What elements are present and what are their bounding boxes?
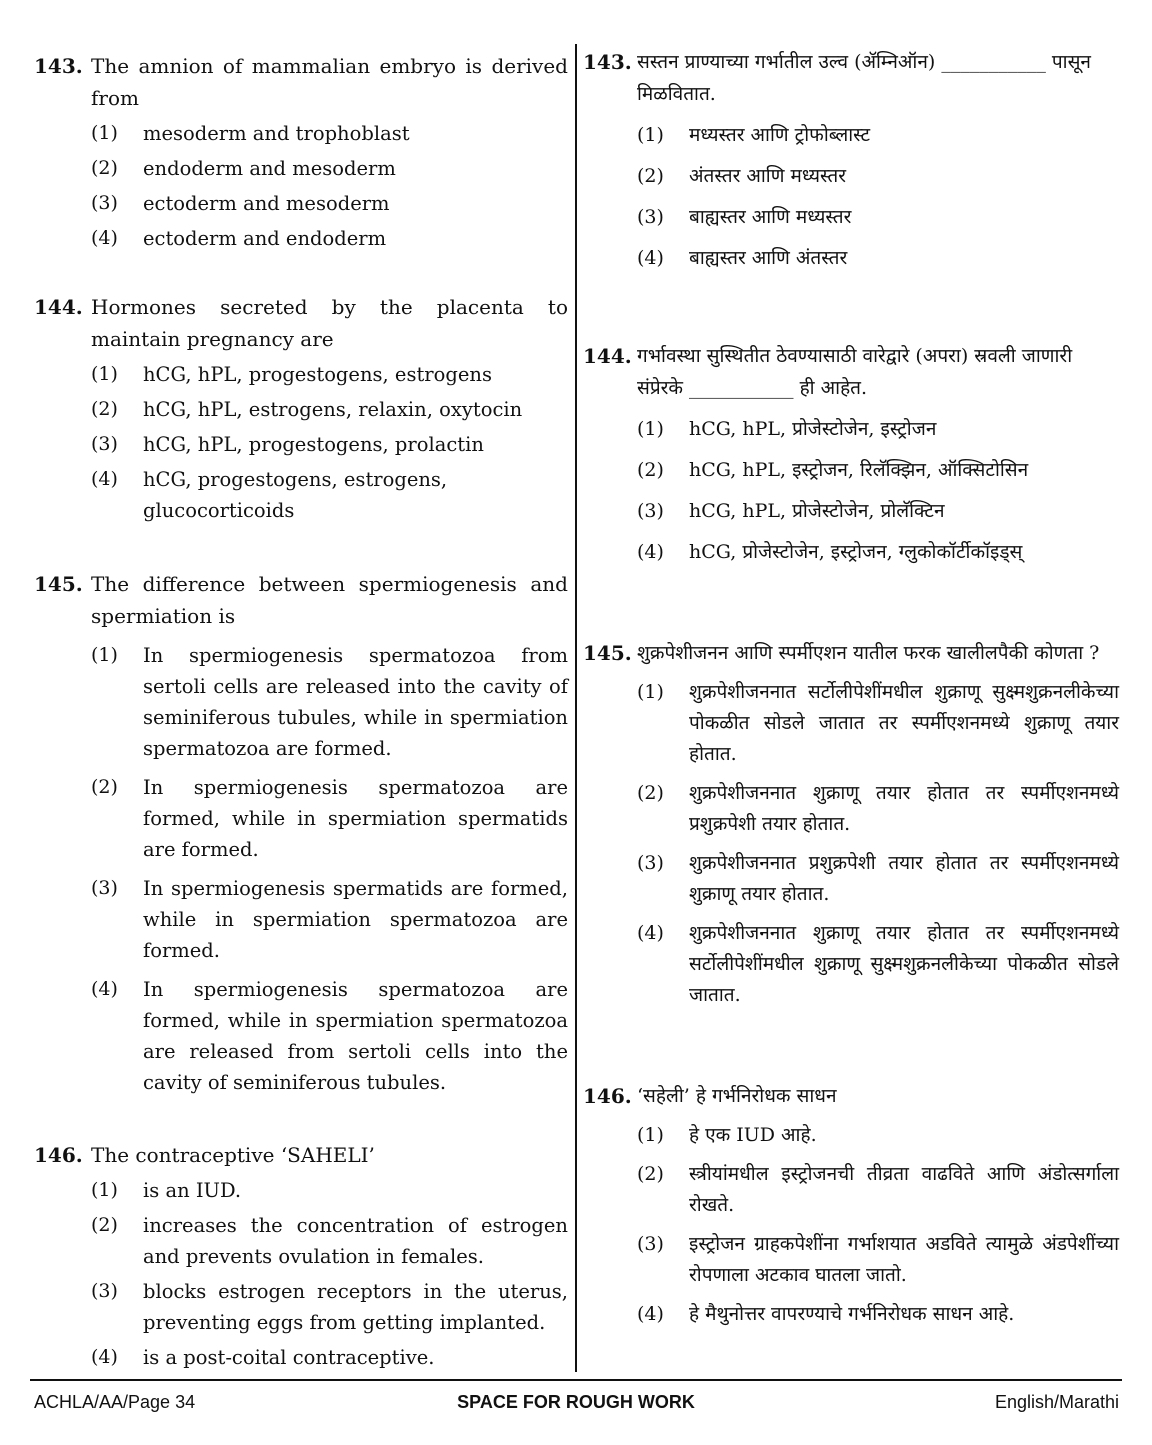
option [91,394,568,425]
footer-divider [30,1379,1122,1381]
footer-page-id: ACHLA/AA/Page 34 [34,1392,196,1412]
question-143-mr [583,46,1119,274]
question-144-en [34,291,568,526]
option-number: (1) [91,1179,118,1201]
option-number: (4) [91,227,118,249]
option-number: (3) [91,1280,118,1302]
option-number: (4) [637,1303,664,1325]
option-text: In spermiogenesis spermatozoa are formed, while in spermiation spermatozoa are released from sertoli cells into the cavity of seminiferous tubules. [143,978,568,1094]
option-number: (4) [637,247,664,269]
question-number: 145. [583,641,632,665]
question-144-mr [583,340,1119,568]
option [637,120,1119,151]
option-number: (2) [91,157,118,179]
question-145-en [34,568,568,1098]
option-text: शुक्रपेशीजननात सर्टोलीपेशींमधील शुक्राणू सुक्ष्मशुक्रनलीकेच्या पोकळीत सोडले जातात तर स्पर्मीएशनमध्ये शुक्राणू तयार होतात. [689,681,1119,765]
footer-language: English/Marathi [994,1392,1119,1412]
option-number: (2) [91,1214,118,1236]
question-145-mr [583,637,1119,1011]
option [637,848,1119,910]
option [91,640,568,764]
option-text: hCG, hPL, इस्ट्रोजन, रिलॅक्झिन, ऑक्सिटोसिन [689,459,1029,481]
option [637,455,1119,486]
question-number: 145. [34,572,83,596]
option-text: मध्यस्तर आणि ट्रोफोब्लास्ट [689,124,871,146]
question-text: ‘सहेली’ हे गर्भनिरोधक साधन [637,1085,837,1107]
option-text: हे एक IUD आहे. [689,1124,817,1146]
option [637,1159,1119,1221]
option [637,496,1119,527]
option [91,974,568,1098]
option-text: In spermiogenesis spermatids are formed, while in spermiation spermatozoa are formed. [143,877,568,962]
option-number: (1) [637,418,664,440]
option-number: (2) [637,1163,664,1185]
option-text: is an IUD. [143,1179,242,1202]
option-number: (2) [637,165,664,187]
option-text: ectoderm and mesoderm [143,192,390,215]
option-number: (3) [91,877,118,899]
option-text: increases the concentration of estrogen and prevents ovulation in females. [143,1214,568,1268]
question-text: The contraceptive ‘SAHELI’ [91,1143,375,1167]
option-text: ectoderm and endoderm [143,227,387,250]
option-text: hCG, प्रोजेस्टोजेन, इस्ट्रोजन, ग्लुकोकॉर्टीकॉइड्स् [689,541,1023,563]
option-text: endoderm and mesoderm [143,157,396,180]
option [91,223,568,254]
column-divider [575,44,577,1372]
footer-rough-work: SPACE FOR ROUGH WORK [457,1392,695,1412]
option [637,243,1119,274]
option [91,429,568,460]
question-text: शुक्रपेशीजनन आणि स्पर्मीएशन यातील फरक खालीलपैकी कोणता ? [637,642,1100,664]
option-number: (3) [637,1233,664,1255]
option-text: अंतस्तर आणि मध्यस्तर [689,165,847,187]
option-number: (2) [91,398,118,420]
option-number: (4) [91,1346,118,1368]
option-number: (1) [637,124,664,146]
option [91,1175,568,1206]
option [637,1120,1119,1151]
option [637,1299,1119,1330]
option [91,772,568,865]
question-146-en [34,1139,568,1373]
option-text: शुक्रपेशीजननात शुक्राणू तयार होतात तर स्पर्मीएशनमध्ये प्रशुक्रपेशी तयार होतात. [689,782,1119,835]
option-number: (1) [91,363,118,385]
option [91,188,568,219]
option-text: is a post-coital contraceptive. [143,1346,435,1369]
option-number: (2) [637,459,664,481]
question-143-en [34,50,568,254]
question-number: 143. [34,54,83,78]
option [91,118,568,149]
option-number: (2) [91,776,118,798]
option-number: (3) [91,433,118,455]
option-number: (4) [637,922,664,944]
option-text: hCG, hPL, progestogens, prolactin [143,433,484,456]
option-number: (1) [637,1124,664,1146]
option-number: (4) [91,468,118,490]
option [637,537,1119,568]
option-text: इस्ट्रोजन ग्राहकपेशींना गर्भाशयात अडविते त्यामुळे अंडपेशींच्या रोपणाला अटकाव घातला जातो. [689,1233,1119,1286]
option-number: (3) [91,192,118,214]
option [91,464,568,526]
option-text: hCG, progestogens, estrogens, glucocorticoids [143,468,448,522]
option [91,153,568,184]
option-text: In spermiogenesis spermatozoa from sertoli cells are released into the cavity of seminiferous tubules, while in spermiation spermatozoa are formed. [143,644,568,760]
option [91,1342,568,1373]
option-text: बाह्यस्तर आणि मध्यस्तर [689,206,852,228]
option-text: mesoderm and trophoblast [143,122,410,145]
option-text: hCG, hPL, प्रोजेस्टोजेन, प्रोलॅक्टिन [689,500,945,522]
option-number: (1) [637,681,664,703]
option-number: (1) [91,644,118,666]
question-text: सस्तन प्राण्याच्या गर्भातील उल्व (ॲम्निऑन) ___________ पासून मिळवितात. [637,51,1091,105]
option [637,414,1119,445]
question-text: The amnion of mammalian embryo is derived from [91,54,568,110]
option-number: (4) [91,978,118,1000]
option-text: hCG, hPL, progestogens, estrogens [143,363,492,386]
option [637,161,1119,192]
question-146-mr [583,1080,1119,1330]
question-text: The difference between spermiogenesis and spermiation is [91,572,568,628]
option [637,918,1119,1011]
option-number: (3) [637,206,664,228]
option [91,873,568,966]
option-text: शुक्रपेशीजननात प्रशुक्रपेशी तयार होतात तर स्पर्मीएशनमध्ये शुक्राणू तयार होतात. [689,852,1119,905]
option [637,202,1119,233]
option-number: (4) [637,541,664,563]
option [637,1229,1119,1291]
option [637,677,1119,770]
option-text: बाह्यस्तर आणि अंतस्तर [689,247,848,269]
question-text: Hormones secreted by the placenta to maintain pregnancy are [91,295,568,351]
option-text: हे मैथुनोत्तर वापरण्याचे गर्भनिरोधक साधन आहे. [689,1303,1015,1325]
option-text: hCG, hPL, estrogens, relaxin, oxytocin [143,398,523,421]
option [91,1210,568,1272]
option-number: (2) [637,782,664,804]
option-number: (3) [637,500,664,522]
option-text: स्त्रीयांमधील इस्ट्रोजनची तीव्रता वाढविते आणि अंडोत्सर्गाला रोखते. [689,1163,1119,1216]
question-number: 144. [34,295,83,319]
option-text: In spermiogenesis spermatozoa are formed, while in spermiation spermatids are formed. [143,776,568,861]
question-text: गर्भावस्था सुस्थितीत ठेवण्यासाठी वारेद्वारे (अपरा) स्रवली जाणारी संप्रेरके ___________ ही आहेत. [637,345,1073,399]
question-number: 144. [583,344,632,368]
option-text: blocks estrogen receptors in the uterus, preventing eggs from getting implanted. [143,1280,568,1334]
option-number: (1) [91,122,118,144]
option-text: hCG, hPL, प्रोजेस्टोजेन, इस्ट्रोजन [689,418,937,440]
option-text: शुक्रपेशीजननात शुक्राणू तयार होतात तर स्पर्मीएशनमध्ये सर्टोलीपेशींमधील शुक्राणू सुक्ष्मशुक्रनलीकेच्या पोकळीत सोडले जातात. [689,922,1119,1006]
question-number: 146. [583,1084,632,1108]
question-number: 143. [583,50,632,74]
option [637,778,1119,840]
question-number: 146. [34,1143,83,1167]
option-number: (3) [637,852,664,874]
option [91,359,568,390]
option [91,1276,568,1338]
